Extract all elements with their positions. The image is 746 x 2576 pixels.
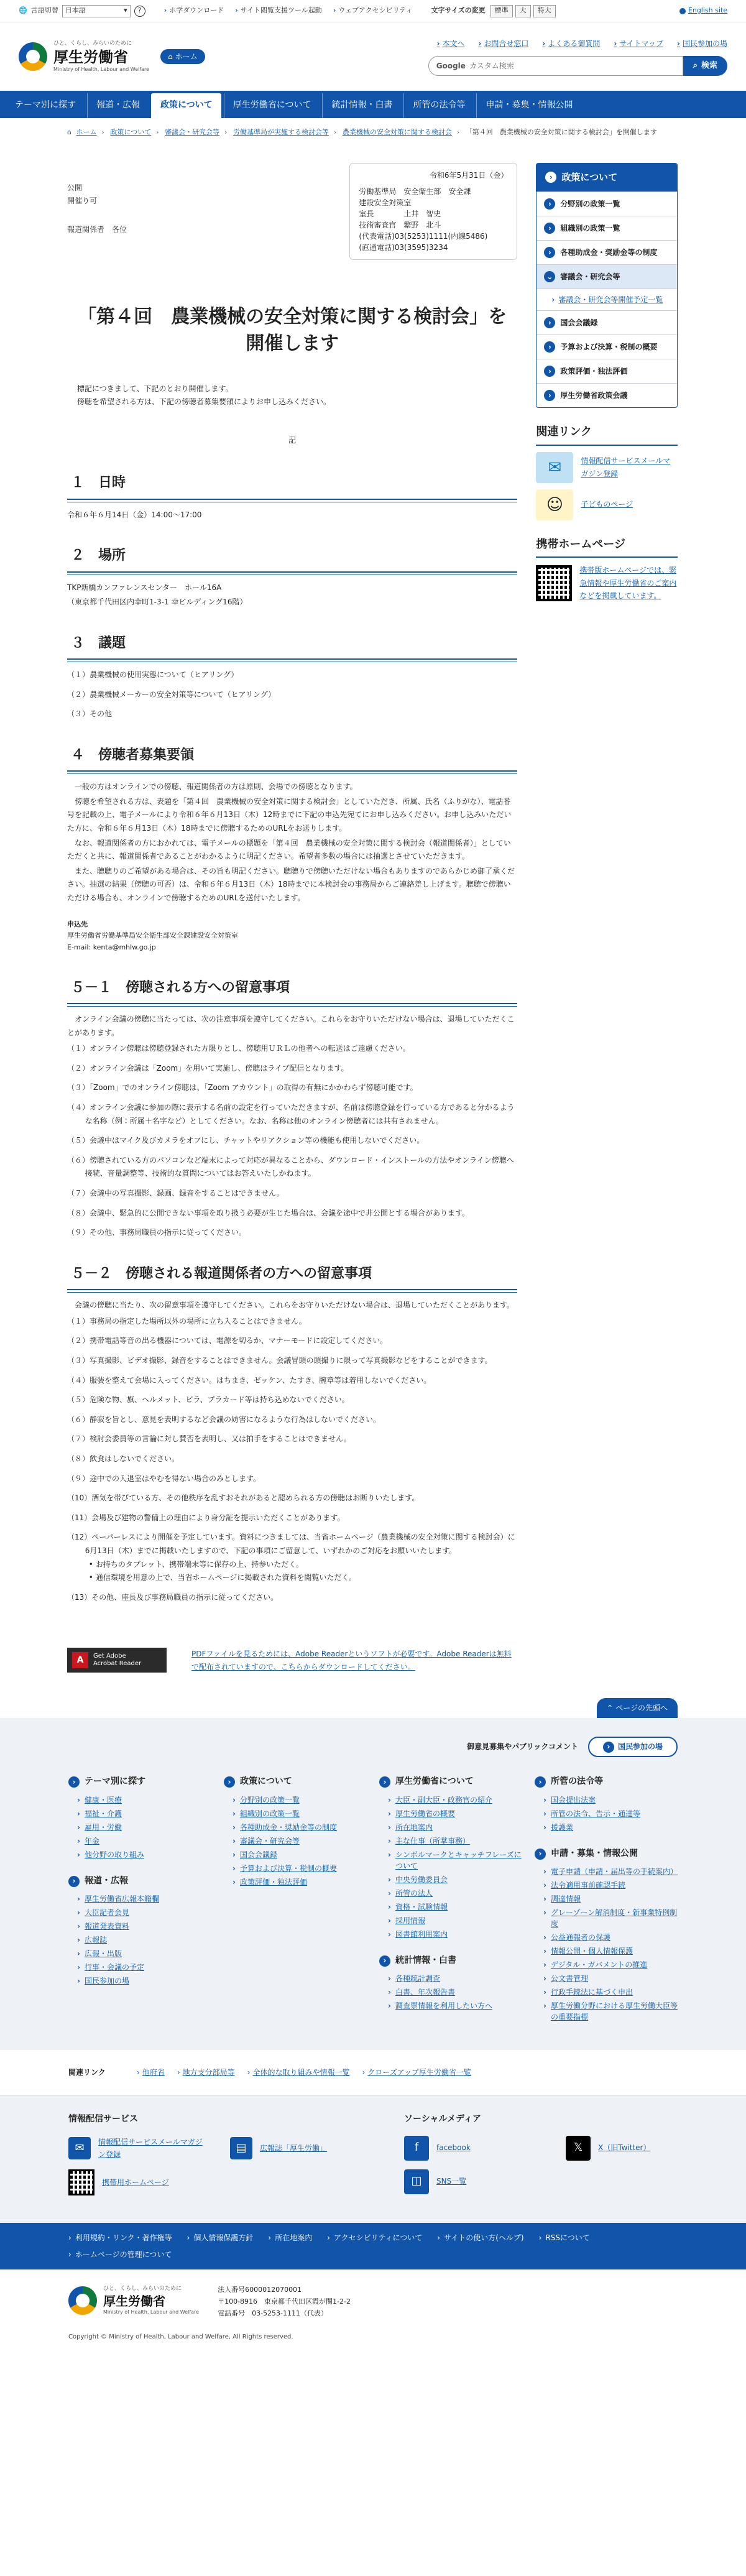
notice-date: 令和6年5月31日（金）: [429, 170, 509, 180]
list-item: （10）酒気を帯びている方、その他秩序を乱すおそれがあると認められる方の傍聴はお断りいたします。: [67, 1493, 420, 1503]
footer-link[interactable]: › 各種助成金・奨励金等の制度: [224, 1822, 367, 1833]
home-button[interactable]: ⌂ ホーム: [160, 49, 205, 64]
sns-icon: ◫: [404, 2169, 429, 2194]
gnav-statistics[interactable]: 統計情報・白書: [322, 93, 401, 118]
footer-link[interactable]: › 雇用・労働: [68, 1822, 211, 1833]
issuer-box: [349, 163, 517, 260]
language-switcher: [19, 5, 145, 17]
corporate-number: 法人番号6000012070001: [218, 2286, 302, 2294]
audience-para: 傍聴を希望される方は、表題を「第４回 農業機械の安全対策に関する検討会」としていただき、所属、氏名（ふりがな）、電話番号を記載の上、電子メールにより令和６年６月13日（木）12時までに下記の申込先宛てにお申し込みください。お申し込みいただいた方に、令和６年６月13日（木）18時までに傍聴するためのURLをお送りします。: [67, 796, 512, 833]
footer-col-heading[interactable]: 報道・広報: [85, 1875, 128, 1886]
breadcrumb-home[interactable]: ホーム: [76, 128, 97, 136]
intro-line: 標記につきまして、下記のとおり開催します。: [77, 384, 233, 393]
list-item: （８）会議中、緊急的に公開できない事項を取り扱う必要が生じた場合は、会議を途中で非公開とする場合があります。: [67, 1208, 470, 1217]
staff-role: 技術審査官: [359, 220, 397, 229]
chevron-right-icon: ›: [544, 198, 555, 210]
footer-link[interactable]: › 健康・医療: [68, 1794, 211, 1806]
breadcrumb-separator-icon: ›: [333, 128, 337, 136]
footer-link[interactable]: › 行政手続法に基づく申出: [535, 1987, 678, 1998]
sidebar-nav: [536, 163, 678, 409]
header-links: [436, 37, 727, 50]
footer-col-heading[interactable]: 所管の法令等: [551, 1776, 603, 1786]
footer-link[interactable]: › 大臣記者会見: [68, 1907, 211, 1918]
sidebar-item-policy-council[interactable]: › 厚生労働省政策会議: [536, 383, 677, 407]
header-link-participation[interactable]: › 国民参加の場: [677, 37, 727, 50]
logo-name: 厚生労働省: [53, 47, 128, 66]
audience-para: 一般の方はオンラインでの傍聴、報道関係者の方は原則、会場での傍聴となります。: [75, 782, 357, 792]
list-item: （11）会場及び建物の警備上の理由により身分証を提示いただくことがあります。: [67, 1513, 345, 1522]
gnav-applications[interactable]: 申請・募集・情報公開: [476, 93, 581, 118]
social-x[interactable]: 𝕏 X（旧Twitter）: [566, 2136, 702, 2161]
home-icon: ⌂: [67, 128, 71, 136]
footer-col-about: [379, 1775, 522, 2026]
intro-text: [67, 382, 517, 409]
chevron-up-icon: ⌃: [607, 1704, 614, 1713]
footer-link[interactable]: › 分野別の政策一覧: [224, 1794, 367, 1806]
search-icon: ⌕: [693, 61, 698, 71]
gnav-theme[interactable]: テーマ別に探す: [15, 100, 76, 111]
list-item: （９）その他、事務局職員の指示に従ってください。: [67, 1228, 247, 1237]
notes-lead: 会議の傍聴に当たり、次の留意事項を遵守してください。これらをお守りいただけない場合は、退場していただくことがあります。: [75, 1301, 515, 1310]
audience-para: また、聴聴りのご希望がある場合は、その旨も明記ください。聴聴りで傍聴いただけない場合もありますのであらかじめ御了承ください。抽選の結果（傍聴の可否）は、令和６年６月13日（木）18時までに本検討会の事務局からご連絡差し上げます。聴聴で傍聴いただける場合も、オンラインで傍聴するためのURLを送付いたします。: [67, 866, 515, 903]
related-link-mailmag[interactable]: ✉ 情報配信サービスメールマガジン登録: [536, 452, 678, 483]
apply-dept: 厚生労働省労働基準局安全衛生部安全課建設安全対策室: [67, 931, 238, 940]
footer-link[interactable]: › 国会提出法案: [535, 1794, 678, 1806]
footer-link[interactable]: › 電子申請（申請・届出等の手続案内）: [535, 1866, 678, 1877]
footer-link[interactable]: › 調達情報: [535, 1893, 678, 1904]
adobe-reader-badge[interactable]: [67, 1648, 167, 1673]
sidebar-item-grants[interactable]: › 各種助成金・奨励金等の制度: [536, 240, 677, 264]
chevron-right-icon: ›: [68, 1776, 80, 1788]
social-facebook[interactable]: f facebook: [404, 2136, 541, 2161]
issuer-office: 建設安全対策室: [359, 198, 412, 207]
bottom-link[interactable]: › アクセシビリティについて: [327, 2232, 422, 2244]
apply-title: 申込先: [67, 920, 88, 928]
breadcrumb: [0, 118, 746, 138]
chevron-right-icon: ›: [68, 1876, 80, 1887]
participation-button[interactable]: › 国民参加の場: [588, 1737, 678, 1757]
chevron-down-icon: ⌄: [544, 271, 555, 282]
postal-address: 〒100-8916 東京都千代田区霞が関1-2-2: [218, 2297, 351, 2306]
footer-link[interactable]: › 各種統計調査: [379, 1973, 522, 1984]
notice-tag: 開催り可: [67, 196, 98, 206]
list-item: （４）オンライン会議に参加の際に表示する名前の設定を行っていただきますが、名前は傍聴登録を行っている方であると分かるような名称（例：所属＋名字など）としてください。なお、名称は他のオンライン傍聴者には共有されません。: [67, 1103, 515, 1125]
adobe-icon: A: [72, 1652, 88, 1668]
footer-link[interactable]: › 広報誌: [68, 1934, 211, 1946]
list-item: （９）途中での入退室はやむを得ない場合のみとします。: [67, 1474, 261, 1483]
language-label: 言語切替: [30, 6, 58, 15]
footer-address: [0, 2269, 746, 2332]
util-link-reader[interactable]: › サイト閲覧支援ツール起動: [235, 5, 322, 17]
issuer-dept: 労働基準局 安全衛生部 安全課: [359, 187, 471, 196]
font-size-standard-button[interactable]: 標準: [490, 5, 513, 17]
social-list[interactable]: ◫ SNS一覧: [404, 2169, 541, 2194]
apply-info: [67, 919, 517, 954]
footer-link[interactable]: › 採用情報: [379, 1915, 522, 1926]
util-link-download[interactable]: › ホ学ダウンロード: [164, 5, 224, 17]
event-date: 令和６年６月14日（金）14:00～17:00: [67, 510, 202, 519]
badge-text-top: Get Adobe: [93, 1653, 126, 1660]
sublist-item: • 通信環境を用意の上で、当省ホームページに掲載された資料を閲覧いただく。: [89, 1571, 518, 1585]
footer-link[interactable]: › 他分野の取り組み: [68, 1849, 211, 1860]
sidebar-item-budget[interactable]: › 予算および決算・税制の概要: [536, 335, 677, 359]
bottom-link[interactable]: › ホームページの管理について: [68, 2248, 172, 2261]
font-size-switcher: [431, 5, 556, 17]
breadcrumb-councils[interactable]: 審議会・研究会等: [165, 128, 220, 136]
issuer-tel: (代表電話)03(5253)1111(内線5486): [359, 231, 488, 241]
social-media-heading: ソーシャルメディア: [404, 2113, 481, 2124]
main-content: [67, 163, 517, 1673]
pdf-reader-notice: [67, 1648, 517, 1673]
footer-col-laws: [535, 1775, 678, 2026]
section-heading-date: １ 日時: [67, 471, 517, 499]
global-nav: [0, 91, 746, 118]
info-mailmag[interactable]: ✉ 情報配信サービスメールマガジン登録: [68, 2136, 205, 2161]
gnav-about[interactable]: 厚生労働省について: [224, 93, 320, 118]
bottom-link[interactable]: › 個人情報保護方針: [187, 2232, 254, 2244]
footer-link[interactable]: › 所管の法人: [379, 1888, 522, 1899]
chevron-right-icon: ›: [535, 1849, 546, 1860]
footer-col-heading[interactable]: 申請・募集・情報公開: [551, 1848, 638, 1858]
chevron-right-icon: ›: [544, 366, 555, 377]
agenda-item: （２）農業機械メーカーの安全対策等について（ヒアリング）: [67, 690, 276, 699]
logo-tagline: ひと、くらし、みらいのために: [103, 2286, 182, 2292]
footer-link[interactable]: › 福祉・介護: [68, 1808, 211, 1819]
footer-link[interactable]: › 政策評価・独法評価: [224, 1877, 367, 1888]
font-size-xlarge-button[interactable]: 特大: [533, 5, 556, 17]
footer-link[interactable]: › 図書館利用案内: [379, 1929, 522, 1940]
chevron-right-icon: ›: [544, 223, 555, 234]
breadcrumb-labor-standards[interactable]: 労働基準局が実施する検討会等: [233, 128, 329, 136]
chevron-right-icon: ›: [379, 1776, 390, 1788]
footer-col-heading[interactable]: 厚生労働省について: [395, 1776, 474, 1786]
footer-col-heading[interactable]: 統計情報・白書: [395, 1955, 456, 1965]
footer-link[interactable]: › 審議会・研究会等: [224, 1835, 367, 1847]
mail-icon: ✉: [536, 452, 573, 483]
language-select[interactable]: 日本語 ▾: [62, 5, 131, 17]
footer-link[interactable]: › 国民参加の場: [68, 1975, 211, 1987]
bottom-link[interactable]: › 所在地案内: [268, 2232, 312, 2244]
footer-logo: [68, 2284, 199, 2316]
sublist: [85, 1558, 518, 1585]
breadcrumb-separator-icon: ›: [101, 128, 104, 136]
info-service-heading: 情報配信サービス: [68, 2113, 138, 2124]
event-address: （東京都千代田区内幸町1-3-1 幸ビルディング16階）: [67, 598, 247, 607]
related-link[interactable]: › 他府省: [137, 2066, 165, 2079]
page-title: 「第４回 農業機械の安全対策に関する検討会」を開催します: [78, 305, 507, 355]
ki-marker: 記: [288, 435, 297, 445]
related-link[interactable]: › 地方支分部局等: [177, 2066, 235, 2079]
footer-link[interactable]: › 公益通報者の保護: [535, 1932, 678, 1943]
section-heading-press-notes: ５－２ 傍聴される報道関係者の方への留意事項: [67, 1262, 517, 1290]
list-item: （２）オンライン会議は「Zoom」を用いて実施し、傍聴はライブ配信となります。: [67, 1063, 349, 1073]
help-icon[interactable]: ?: [134, 6, 145, 17]
bottom-link[interactable]: › 利用規約・リンク・著作権等: [68, 2232, 172, 2244]
related-link[interactable]: › 全体的な取り組みや情報一覧: [247, 2066, 350, 2079]
related-links-label: 関連リンク: [68, 2068, 106, 2077]
agenda-item: （１）農業機械の使用実態について（ヒアリング）: [67, 670, 239, 680]
info-magazine[interactable]: ▤ 広報誌「厚生労働」: [230, 2136, 367, 2161]
section-heading-audience: ４ 傍聴者募集要領: [67, 744, 517, 772]
footer-link[interactable]: › 法令適用事前確認手続: [535, 1880, 678, 1891]
footer-link[interactable]: › 国会会議録: [224, 1849, 367, 1860]
list-item: （７）検討会委員等の言論に対し賛否を表明し、又は拍手をすることはできません。: [67, 1434, 351, 1444]
related-link[interactable]: › クローズアップ厚生労働省一覧: [362, 2066, 471, 2079]
font-size-label: 文字サイズの変更: [431, 6, 486, 15]
breadcrumb-separator-icon: ›: [224, 128, 228, 136]
bottom-link[interactable]: › RSSについて: [539, 2232, 590, 2244]
notes-lead: オンライン会議の傍聴に当たっては、次の注意事項を遵守してください。これらをお守りいただけない場合は、退場していただくことがあります。: [67, 1015, 515, 1037]
list-item-text: （12）ペーパーレスにより開催を予定しています。資料につきましては、当省ホームページ（農業機械の安全対策に関する検討会）に6月13日（木）までに掲載いたしますので、下記の事項にご留意して、いずれかのご対応をお願いいたします。: [67, 1533, 515, 1555]
footer-col-theme: [68, 1775, 211, 2026]
footer-link[interactable]: › 組織別の政策一覧: [224, 1808, 367, 1819]
header-link-sitemap[interactable]: › サイトマップ: [614, 37, 663, 50]
logo-mark-icon: [19, 42, 47, 71]
phone-number: 電話番号 03-5253-1111（代表）: [218, 2309, 328, 2317]
sidebar: [536, 163, 678, 1673]
staff-name: 土井 智史: [403, 209, 441, 218]
list-item: （３）写真撮影、ビデオ撮影、録音をすることはできません。会議冒頭の頭撮りに限って写真撮影などをすることができます。: [67, 1355, 492, 1365]
list-item: （６）傍聴されている方のパソコンなど端末によって対応が異なることから、ダウンロード・インストールの方法やオンライン傍聴へ接続、音量調整等、技術的な質問についてはお答えいたしかねます。: [67, 1155, 514, 1178]
page-top-button[interactable]: ⌃ ページの先頭へ: [597, 1698, 678, 1718]
logo-name: 厚生労働省: [103, 2293, 165, 2309]
utility-links: [164, 5, 413, 17]
sublist-item: • お持ちのタブレット、携帯端末等に保存の上、持参いただく。: [89, 1558, 518, 1572]
audience-para: なお、報道関係者の方におかれては、電子メールの標題を「第４回 農業機械の安全対策に関する検討会（報道関係者）」としていただくと共に、報道関係者であることがわかるように明記ください。希望者多数の場合には抽選とさせていただきます。: [67, 838, 511, 861]
list-item: （２）携帯電話等音の出る機器については、電源を切るか、マナーモードに設定してください。: [67, 1336, 388, 1346]
staff-role: 室長: [359, 209, 374, 218]
footer-link[interactable]: › グレーゾーン解消制度・新事業特例制度: [535, 1907, 678, 1929]
footer-link[interactable]: › 厚生労働省の概要: [379, 1808, 522, 1819]
gnav-laws[interactable]: 所管の法令等: [403, 93, 474, 118]
related-link-kids[interactable]: ☺ 子どものページ: [536, 489, 678, 520]
bottom-link[interactable]: › サイトの使い方(ヘルプ): [437, 2232, 523, 2244]
press-notice-header: [67, 163, 517, 260]
section-heading-place: ２ 場所: [67, 544, 517, 572]
breadcrumb-policy[interactable]: 政策について: [110, 128, 152, 136]
list-item: （３）「Zoom」でのオンライン傍聴は、「Zoom アカウント」の取得の有無にかかわらず傍聴可能です。: [67, 1083, 418, 1092]
chevron-right-icon: ›: [224, 1776, 235, 1788]
section-heading-agenda: ３ 議題: [67, 632, 517, 660]
gnav-policy[interactable]: 政策について: [151, 93, 221, 118]
footer-info-area: [0, 2096, 746, 2223]
site-header: [0, 22, 746, 91]
list-item: （５）危険な物、旗、ヘルメット、ビラ、プラカード等は持ち込めないでください。: [67, 1395, 349, 1405]
qr-code-icon: [68, 2169, 94, 2195]
list-item: （１）オンライン傍聴は傍聴登録された方限りとし、傍聴用ＵＲＬの他者への転送はご遠慮ください。: [67, 1044, 410, 1053]
footer-opinion-label: 御意見募集やパブリックコメント: [467, 1742, 578, 1752]
chevron-right-icon: ›: [544, 317, 555, 328]
chevron-right-icon: ›: [545, 172, 556, 183]
footer-link[interactable]: › 大臣・副大臣・政務官の紹介: [379, 1794, 522, 1806]
list-item: （８）飲食はしないでください。: [67, 1454, 180, 1463]
chevron-right-icon: ›: [544, 390, 555, 401]
issuer-direct-tel: (直通電話)03(3595)3234: [359, 242, 448, 252]
chevron-right-icon: ›: [535, 1776, 546, 1788]
sidebar-head[interactable]: › 政策について: [536, 164, 677, 192]
book-icon: ▤: [230, 2137, 252, 2159]
mobile-heading: 携帯ホームページ: [536, 535, 678, 558]
event-venue: TKP新橋カンファレンスセンター ホール16A: [67, 583, 222, 592]
breadcrumb-separator-icon: ›: [156, 128, 159, 136]
sidebar-item-fields[interactable]: › 分野別の政策一覧: [536, 192, 677, 216]
footer-link[interactable]: › 主な仕事（所掌事務）: [379, 1835, 522, 1847]
breadcrumb-separator-icon: ›: [456, 128, 460, 136]
footer-link[interactable]: › 調査票情報を利用したい方へ: [379, 2000, 522, 2011]
footer-link[interactable]: › デジタル・ガバメントの推進: [535, 1959, 678, 1970]
footer-link[interactable]: › 所在地案内: [379, 1822, 522, 1833]
sidebar-item-diet[interactable]: › 国会会議録: [536, 310, 677, 335]
footer-link[interactable]: › 援護業: [535, 1822, 678, 1833]
section-heading-online-notes: ５－１ 傍聴される方への留意事項: [67, 976, 517, 1004]
chevron-right-icon: ›: [544, 247, 555, 258]
sidebar-item-evaluation[interactable]: › 政策評価・独法評価: [536, 359, 677, 383]
copyright: Copyright © Ministry of Health, Labour and Welfare, All Rights reserved.: [68, 2334, 293, 2341]
staff-name: 繁野 北斗: [403, 220, 441, 229]
header-link-contact[interactable]: › お問合せ窓口: [478, 37, 528, 50]
footer-link[interactable]: › 所管の法令、告示・通達等: [535, 1808, 678, 1819]
sidebar-subitem-schedule[interactable]: › 審議会・研究会等開催予定一覧: [536, 289, 677, 310]
english-site-link[interactable]: English site: [679, 5, 727, 17]
site-logo[interactable]: [19, 39, 149, 73]
list-item: （13）その他、座長及び事務局職員の指示に従ってください。: [67, 1592, 279, 1602]
info-mobile[interactable]: 携帯用ホームページ: [68, 2169, 205, 2195]
logo-mark-icon: [68, 2286, 97, 2315]
apply-email[interactable]: E-mail: kenta@mhlw.go.jp: [67, 943, 156, 952]
header-link-faq[interactable]: › よくある御質問: [542, 37, 600, 50]
sidebar-item-councils[interactable]: ⌄ 審議会・研究会等: [536, 264, 677, 289]
utility-bar: [0, 0, 746, 22]
footer-link[interactable]: › 中央労働委員会: [379, 1874, 522, 1885]
site-search: [428, 56, 727, 76]
chevron-right-icon: ›: [603, 1742, 614, 1753]
footer-link[interactable]: › 厚生労働分野における厚生労働大臣等の重要指標: [535, 2000, 678, 2023]
footer-link[interactable]: › 白書、年次報告書: [379, 1987, 522, 1998]
logo-english: Ministry of Health, Labour and Welfare: [53, 67, 150, 73]
chevron-right-icon: ›: [544, 341, 555, 353]
search-button[interactable]: ⌕ 検索: [683, 56, 727, 76]
sidebar-item-orgs[interactable]: › 組織別の政策一覧: [536, 216, 677, 240]
list-item: （４）服装を整えて会場に入ってください。はちまき、ゼッケン、たすき、腕章等は着用しないでください。: [67, 1375, 431, 1385]
util-link-accessibility[interactable]: › ウェブアクセシビリティ: [333, 5, 413, 17]
footer-col-heading[interactable]: テーマ別に探す: [85, 1776, 145, 1786]
related-links-heading: 関連リンク: [536, 423, 678, 446]
home-icon: ⌂: [168, 52, 173, 61]
footer-link[interactable]: › シンボルマークとキャッチフレーズについて: [379, 1849, 522, 1872]
list-item: （６）静寂を旨とし、意見を表明するなど会議の妨害になるような行為はしないでください。: [67, 1415, 381, 1424]
chevron-down-icon: ▾: [124, 6, 127, 15]
footer-link[interactable]: › 行事・会議の予定: [68, 1962, 211, 1973]
children-icon: ☺: [536, 489, 573, 520]
list-item: [67, 1531, 517, 1584]
header-link-main[interactable]: › 本文へ: [436, 37, 464, 50]
list-item: （１）事務局の指定した場所以外の場所に立ち入ることはできません。: [67, 1316, 306, 1326]
logo-tagline: ひと、くらし、みらいのために: [53, 40, 132, 47]
footer-link[interactable]: › 広報・出版: [68, 1948, 211, 1959]
footer-link[interactable]: › 報道発表資料: [68, 1921, 211, 1932]
footer-link[interactable]: › 年金: [68, 1835, 211, 1847]
google-icon: Google: [436, 61, 466, 70]
footer-bottom-links: [0, 2223, 746, 2269]
qr-code-icon: [536, 565, 572, 601]
search-input[interactable]: Google カスタム検索: [428, 56, 683, 76]
footer-col-heading[interactable]: 政策について: [240, 1776, 292, 1786]
x-icon: 𝕏: [566, 2136, 591, 2161]
list-item: （７）会議中の写真撮影、録画、録音をすることはできません。: [67, 1189, 284, 1198]
breadcrumb-current: 「第４回 農業機械の安全対策に関する検討会」を開催します: [465, 128, 657, 136]
footer-related-links: [0, 2050, 746, 2095]
pdf-reader-link[interactable]: PDFファイルを見るためには、Adobe Readerというソフトが必要です。Adobe Readerは無料で配布されていますので、こちらからダウンロードしてください。: [191, 1650, 512, 1671]
list-item: （５）会議中はマイク及びカメラをオフにし、チャットやリアクション等の機能も使用しないでください。: [67, 1136, 425, 1145]
footer-link[interactable]: › 予算および決算・税制の概要: [224, 1863, 367, 1874]
font-size-large-button[interactable]: 大: [515, 5, 531, 17]
intro-line: 傍聴を希望される方は、下記の傍聴者募集要領によりお申し込みください。: [77, 397, 331, 407]
footer-col-policy: [224, 1775, 367, 2026]
logo-english: Ministry of Health, Labour and Welfare: [103, 2309, 200, 2315]
footer-link[interactable]: › 厚生労働省広報本籍欄: [68, 1893, 211, 1904]
footer-link[interactable]: › 情報公開・個人情報保護: [535, 1946, 678, 1957]
breadcrumb-committee[interactable]: 農業機械の安全対策に関する検討会: [342, 128, 452, 136]
mobile-site: [536, 564, 678, 602]
facebook-icon: f: [404, 2136, 429, 2161]
footer-sitemap: [0, 1718, 746, 2050]
agenda-item: （３）その他: [67, 709, 113, 719]
mobile-site-link[interactable]: 携帯版ホームページでは、緊急情報や厚生労働省のご案内などを掲載しています。: [579, 566, 677, 601]
press-notes-list: [67, 1315, 517, 1605]
chevron-right-icon: ›: [379, 1955, 390, 1967]
notice-addressee: 報道関係者 各位: [67, 224, 127, 234]
mail-icon: ✉: [68, 2137, 91, 2159]
online-notes-list: [67, 1042, 517, 1240]
notice-public: 公開: [67, 183, 83, 192]
gnav-press[interactable]: 報道・広報: [87, 93, 149, 118]
footer-link[interactable]: › 公文書管理: [535, 1973, 678, 1984]
badge-text-bottom: Acrobat Reader: [93, 1660, 142, 1668]
globe-icon: 🌐: [19, 6, 27, 15]
footer-link[interactable]: › 資格・試験情報: [379, 1901, 522, 1913]
